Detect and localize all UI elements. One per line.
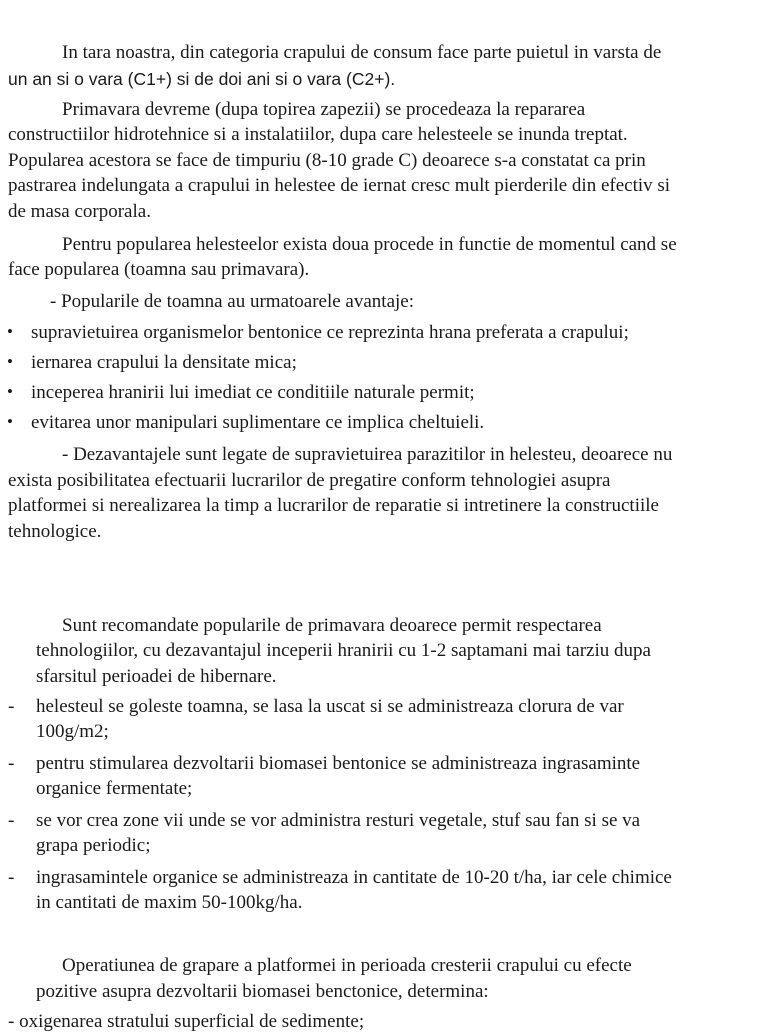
dash-item-2-line-2: organice fermentate; [36,778,193,799]
paragraph-6-line-1: Sunt recomandate popularile de primavara deoarece permit respectarea [62,615,602,636]
bullet-icon: • [7,382,13,401]
paragraph-5-line-1: - Dezavantajele sunt legate de supravietuirea parazitilor in helesteu, deoarece nu [62,444,673,465]
paragraph-5-line-2: exista posibilitatea efectuarii lucrarilor de pregatire conform tehnologiei asupra [8,470,611,491]
paragraph-2-line-1: Primavara devreme (dupa topirea zapezii) se procedeaza la repararea [62,99,586,120]
dash-icon: - [8,810,15,831]
bullet-item-4: evitarea unor manipulari suplimentare ce implica cheltuieli. [31,412,485,433]
paragraph-3-line-1: Pentru popularea helesteelor exista doua procede in functie de momentul cand se [62,234,677,255]
paragraph-1-line-1: In tara noastra, din categoria crapului de consum face parte puietul in varsta de [62,42,662,63]
paragraph-5-line-3: platformei si nerealizarea la timp a lucrarilor de reparatie si intretinere la constructiile [8,495,659,516]
dash-item-1-line-1: helesteul se goleste toamna, se lasa la uscat si se administreaza clorura de var [36,696,624,717]
dash-item-3-line-1: se vor crea zone vii unde se vor administra resturi vegetale, stuf sau fan si se va [36,810,641,831]
paragraph-6-line-3: sfarsitul perioadei de hibernare. [36,666,277,687]
dash-icon: - [8,696,15,717]
bullet-icon: • [7,412,13,431]
dash-item-1-line-2: 100g/m2; [36,721,109,742]
paragraph-2-line-2: constructiilor hidrotehnice si a instalatiilor, dupa care helesteele se inunda treptat. [8,124,628,145]
dash-item-4-line-1: ingrasamintele organice se administreaza in cantitate de 10-20 t/ha, iar cele chimice [36,867,672,888]
dash-item-2-line-1: pentru stimularea dezvoltarii biomasei bentonice se administreaza ingrasaminte [36,753,641,774]
paragraph-2-line-4: pastrarea indelungata a crapului in helestee de iernat cresc mult pierderile din efectiv si [8,175,671,196]
dash-item-4-line-2: in cantitati de maxim 50-100kg/ha. [36,892,303,913]
paragraph-5-line-4: tehnologice. [8,521,102,542]
paragraph-8-line-1: - oxigenarea stratului superficial de sedimente; [8,1011,365,1032]
bullet-item-2: iernarea crapului la densitate mica; [31,352,297,373]
paragraph-3-line-2: face popularea (toamna sau primavara). [8,259,310,280]
bullet-icon: • [7,322,13,341]
paragraph-7-line-1: Operatiunea de grapare a platformei in perioada cresterii crapului cu efecte [62,955,632,976]
dash-icon: - [8,753,15,774]
bullet-icon: • [7,352,13,371]
bullet-item-3: inceperea hranirii lui imediat ce conditiile naturale permit; [31,382,475,403]
paragraph-2-line-3: Popularea acestora se face de timpuriu (8-10 grade C) deoarece s-a constatat ca prin [8,150,646,171]
paragraph-7-line-2: pozitive asupra dezvoltarii biomasei benctonice, determina: [36,981,489,1002]
paragraph-1-line-2: un an si o vara (C1+) si de doi ani si o vara (C2+). [8,69,396,89]
paragraph-6-line-2: tehnologiilor, cu dezavantajul inceperii hranirii cu 1-2 saptamani mai tarziu dupa [36,640,651,661]
paragraph-2-line-5: de masa corporala. [8,201,151,222]
bullet-item-1: supravietuirea organismelor bentonice ce reprezinta hrana preferata a crapului; [31,322,629,343]
dash-icon: - [8,867,15,888]
dash-item-3-line-2: grapa periodic; [36,835,151,856]
advantages-heading: - Popularile de toamna au urmatoarele avantaje: [50,291,415,312]
